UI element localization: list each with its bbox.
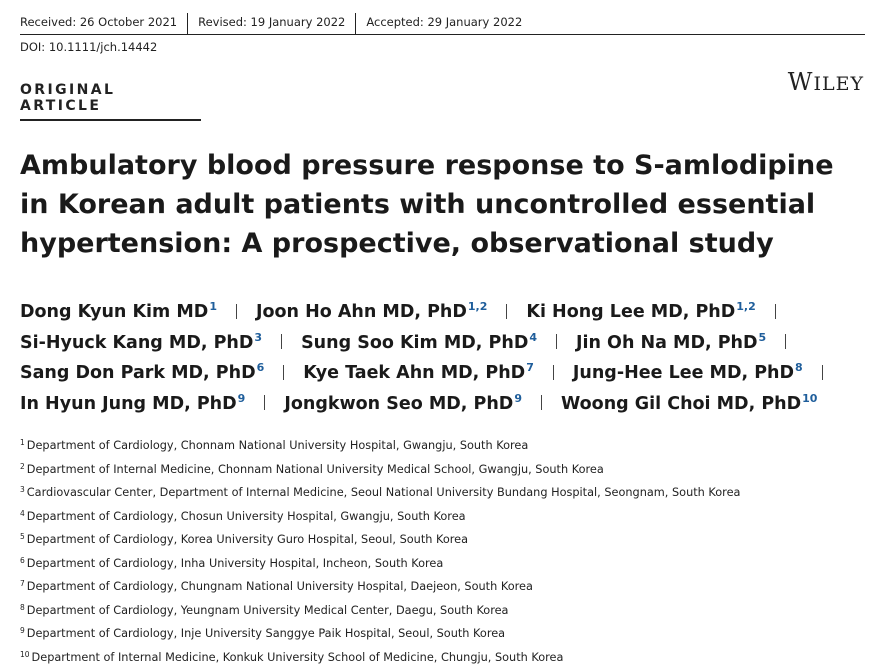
- affiliation-text: Department of Cardiology, Chonnam National University Hospital, Gwangju, South Korea: [27, 439, 529, 452]
- affiliation-text: Department of Cardiology, Inje University Sanggye Paik Hospital, Seoul, South Korea: [27, 627, 505, 640]
- author-name: Dong Kyun Kim MD: [20, 302, 208, 322]
- affiliation-number: 5: [20, 532, 25, 541]
- author-list: [20, 296, 880, 418]
- affiliation-item: [20, 435, 880, 459]
- accepted-date: Accepted: 29 January 2022: [366, 13, 532, 31]
- author-separator: [822, 365, 823, 380]
- author-line: [20, 388, 880, 419]
- author-name: Si-Hyuck Kang MD, PhD: [20, 333, 253, 353]
- publisher-logo-rest: ILEY: [813, 73, 864, 95]
- publisher-logo-first-letter: W: [788, 68, 814, 96]
- affiliation-number: 10: [20, 650, 30, 659]
- affiliation-item: [20, 623, 880, 647]
- affiliation-item: [20, 459, 880, 483]
- author-name: Jin Oh Na MD, PhD: [576, 333, 758, 353]
- author-affiliation-ref[interactable]: 1: [209, 300, 217, 313]
- author[interactable]: [526, 300, 755, 322]
- author[interactable]: [561, 392, 817, 414]
- publication-dates: [20, 13, 865, 35]
- affiliation-text: Department of Internal Medicine, Chonnam National University Medical School, Gwangju, South Korea: [27, 463, 604, 476]
- affiliation-item: [20, 529, 880, 553]
- affiliation-item: [20, 553, 880, 577]
- affiliation-number: 1: [20, 438, 25, 447]
- affiliation-number: 3: [20, 485, 25, 494]
- author-name: Woong Gil Choi MD, PhD: [561, 394, 801, 414]
- affiliation-text: Department of Internal Medicine, Konkuk University School of Medicine, Chungju, South Korea: [32, 651, 564, 664]
- author-affiliation-ref[interactable]: 9: [238, 392, 246, 405]
- date-divider: [187, 13, 188, 34]
- publisher-logo: [788, 68, 864, 96]
- author-separator: [506, 304, 507, 319]
- author-separator: [775, 304, 776, 319]
- author-affiliation-ref[interactable]: 1,2: [736, 300, 756, 313]
- author[interactable]: [20, 331, 262, 353]
- author-separator: [785, 334, 786, 349]
- received-date: Received: 26 October 2021: [20, 13, 187, 31]
- author-affiliation-ref[interactable]: 9: [514, 392, 522, 405]
- author-line: [20, 327, 880, 358]
- affiliation-number: 2: [20, 462, 25, 471]
- author-affiliation-ref[interactable]: 3: [254, 331, 262, 344]
- author-name: Sung Soo Kim MD, PhD: [301, 333, 528, 353]
- affiliation-item: [20, 506, 880, 530]
- author-affiliation-ref[interactable]: 8: [795, 361, 803, 374]
- affiliation-text: Department of Cardiology, Inha University Hospital, Incheon, South Korea: [27, 557, 444, 570]
- author[interactable]: [301, 331, 537, 353]
- author-line: [20, 296, 880, 327]
- author[interactable]: [20, 392, 245, 414]
- author-affiliation-ref[interactable]: 7: [526, 361, 534, 374]
- author[interactable]: [20, 361, 264, 383]
- affiliation-item: [20, 647, 880, 670]
- paper-title: Ambulatory blood pressure response to S-amlodipine in Korean adult patients with uncontrolled essential hypertension: A prospective, observational study: [20, 146, 850, 263]
- author-affiliation-ref[interactable]: 10: [802, 392, 817, 405]
- affiliation-item: [20, 482, 880, 506]
- affiliation-item: [20, 576, 880, 600]
- affiliation-item: [20, 600, 880, 624]
- author-name: Jongkwon Seo MD, PhD: [284, 394, 513, 414]
- affiliation-text: Cardiovascular Center, Department of Internal Medicine, Seoul National University Bundang Hospital, Seongnam, South Korea: [27, 486, 741, 499]
- author-affiliation-ref[interactable]: 5: [759, 331, 767, 344]
- affiliation-list: [20, 435, 880, 670]
- doi[interactable]: DOI: 10.1111/jch.14442: [20, 40, 157, 54]
- author-separator: [541, 395, 542, 410]
- author-affiliation-ref[interactable]: 6: [257, 361, 265, 374]
- author[interactable]: [573, 361, 803, 383]
- author-affiliation-ref[interactable]: 1,2: [468, 300, 488, 313]
- affiliation-text: Department of Cardiology, Yeungnam University Medical Center, Daegu, South Korea: [27, 604, 509, 617]
- author-separator: [556, 334, 557, 349]
- author-name: Joon Ho Ahn MD, PhD: [256, 302, 467, 322]
- author[interactable]: [256, 300, 487, 322]
- article-type: ORIGINAL ARTICLE: [20, 82, 201, 121]
- affiliation-number: 7: [20, 579, 25, 588]
- author-name: Ki Hong Lee MD, PhD: [526, 302, 735, 322]
- author[interactable]: [20, 300, 217, 322]
- revised-date: Revised: 19 January 2022: [198, 13, 355, 31]
- author-affiliation-ref[interactable]: 4: [529, 331, 537, 344]
- author-line: [20, 357, 880, 388]
- affiliation-number: 4: [20, 509, 25, 518]
- affiliation-text: Department of Cardiology, Chungnam National University Hospital, Daejeon, South Korea: [27, 580, 533, 593]
- author-name: Sang Don Park MD, PhD: [20, 363, 256, 383]
- author[interactable]: [576, 331, 766, 353]
- author-separator: [283, 365, 284, 380]
- affiliation-number: 9: [20, 626, 25, 635]
- author-name: Kye Taek Ahn MD, PhD: [303, 363, 525, 383]
- author[interactable]: [303, 361, 534, 383]
- author-separator: [281, 334, 282, 349]
- author-separator: [236, 304, 237, 319]
- affiliation-text: Department of Cardiology, Korea University Guro Hospital, Seoul, South Korea: [27, 533, 468, 546]
- author-name: In Hyun Jung MD, PhD: [20, 394, 237, 414]
- author[interactable]: [284, 392, 522, 414]
- affiliation-text: Department of Cardiology, Chosun University Hospital, Gwangju, South Korea: [27, 510, 466, 523]
- author-separator: [264, 395, 265, 410]
- author-separator: [553, 365, 554, 380]
- date-divider: [355, 13, 356, 34]
- author-name: Jung-Hee Lee MD, PhD: [573, 363, 794, 383]
- affiliation-number: 6: [20, 556, 25, 565]
- affiliation-number: 8: [20, 603, 25, 612]
